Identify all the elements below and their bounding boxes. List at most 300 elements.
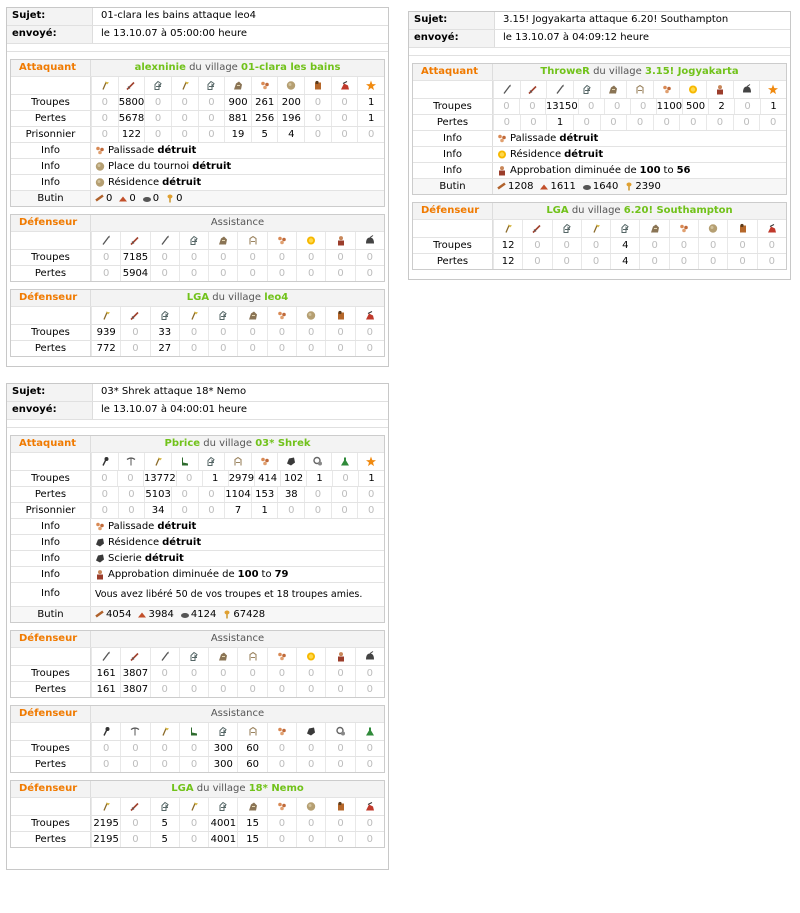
chief-icon	[95, 569, 105, 580]
sword-icon	[130, 801, 140, 812]
count-cell: 0	[520, 115, 547, 130]
rock-icon	[95, 537, 105, 548]
count-cell: 414	[254, 471, 280, 486]
count-cell: 0	[325, 757, 354, 772]
count-cell: 1	[251, 503, 278, 518]
village-link[interactable]: 03* Shrek	[255, 438, 311, 449]
assistance-table	[10, 705, 385, 773]
star-icon	[768, 84, 778, 95]
unit-icon-cell	[120, 648, 149, 665]
palisade-icon	[497, 133, 507, 144]
assistance-table	[10, 630, 385, 698]
light-cav-icon	[218, 726, 228, 737]
count-cell: 0	[179, 325, 208, 340]
count-cell: 5	[150, 816, 179, 831]
unit-icon-cell	[493, 220, 522, 237]
count-cell: 0	[179, 666, 208, 681]
palisade-icon	[277, 235, 287, 246]
sent-value: le 13.10.07 à 05:00:00 heure	[101, 28, 248, 39]
count-cell: 0	[552, 254, 581, 269]
stone-icon	[286, 80, 296, 91]
resource-amount: 4124	[180, 607, 216, 622]
count-cell: 153	[251, 487, 278, 502]
count-cell: 0	[573, 115, 600, 130]
unit-icon-cell	[522, 220, 551, 237]
role-label: Défenseur	[11, 781, 91, 797]
count-cell: 5904	[120, 266, 149, 281]
unit-icon-cell	[224, 77, 251, 94]
unit-icon-cell	[208, 307, 237, 324]
count-cell: 38	[277, 487, 304, 502]
heavy-cav-icon	[650, 223, 660, 234]
unit-icon-cell	[171, 453, 198, 470]
count-cell: 0	[706, 115, 733, 130]
scout-icon	[153, 80, 163, 91]
wood-icon	[95, 193, 105, 204]
heavy-cav-icon	[248, 310, 258, 321]
resource-amount: 3984	[137, 607, 173, 622]
count-cell: 1	[357, 95, 384, 110]
unit-icons-row	[11, 722, 384, 740]
count-cell: 0	[267, 682, 296, 697]
sword-icon	[130, 235, 140, 246]
unit-icon-cell	[546, 81, 573, 98]
unit-icon-cell	[296, 307, 325, 324]
count-cell: 4	[610, 254, 639, 269]
village-link[interactable]: 18* Nemo	[248, 783, 304, 794]
count-cell: 0	[331, 95, 358, 110]
count-cell: 4001	[208, 816, 237, 831]
count-cell: 772	[91, 341, 120, 356]
unit-icon-cell	[573, 81, 600, 98]
booty-row	[11, 190, 384, 206]
count-cell: 0	[120, 832, 149, 847]
pick-icon	[126, 456, 136, 467]
info-row	[413, 162, 786, 178]
palisade-icon	[277, 651, 287, 662]
count-cell: 0	[727, 254, 756, 269]
count-cell: 3807	[120, 666, 149, 681]
village-link[interactable]: leo4	[264, 292, 289, 303]
count-cell: 1	[357, 111, 384, 126]
count-cell: 0	[304, 111, 331, 126]
scout-icon	[189, 651, 199, 662]
unit-icon-cell	[179, 723, 208, 740]
crop-icon	[222, 609, 232, 620]
count-cell: 0	[120, 325, 149, 340]
count-cell: 0	[522, 238, 551, 253]
losses-label: Pertes	[11, 832, 91, 847]
count-cell: 0	[304, 487, 331, 502]
unit-icon-cell	[331, 77, 358, 94]
unit-icon-cell	[179, 798, 208, 815]
club-icon	[101, 726, 111, 737]
count-cell: 15	[237, 816, 266, 831]
role-label: Défenseur	[11, 631, 91, 647]
subject-row	[7, 8, 388, 26]
boot-icon	[180, 456, 190, 467]
sword-icon	[130, 651, 140, 662]
count-cell: 0	[91, 741, 120, 756]
booty-row	[11, 606, 384, 622]
player-link[interactable]: LGA	[171, 783, 194, 794]
ram-icon	[233, 456, 243, 467]
unit-icon-cell	[355, 723, 384, 740]
count-cell: 0	[267, 832, 296, 847]
count-cell: 0	[91, 127, 118, 142]
unit-icon-cell	[237, 723, 266, 740]
subject-value[interactable]: 03* Shrek attaque 18* Nemo	[101, 386, 247, 397]
count-cell: 4001	[208, 832, 237, 847]
troops-label: Troupes	[413, 238, 493, 253]
approval-to: 79	[274, 569, 289, 580]
count-cell: 0	[91, 266, 120, 281]
count-cell: 1100	[656, 101, 683, 112]
count-cell: 0	[296, 325, 325, 340]
info-label: Info	[11, 535, 91, 550]
stone-icon	[306, 310, 316, 321]
count-cell: 0	[179, 682, 208, 697]
player-link[interactable]: alexninie	[134, 62, 186, 73]
unit-icon-cell	[355, 307, 384, 324]
unit-icon-cell	[277, 453, 304, 470]
resource-amount: 67428	[222, 607, 265, 622]
to-text: to	[663, 165, 674, 176]
sent-value: le 13.10.07 à 04:09:12 heure	[503, 32, 650, 43]
count-cell: 0	[493, 99, 519, 114]
count-cell: 0	[296, 266, 325, 281]
count-cell: 7185	[120, 250, 149, 265]
info-text: Approbation diminuée de	[510, 165, 637, 176]
losses-row	[11, 486, 384, 502]
sword-icon	[130, 310, 140, 321]
count-cell: 0	[171, 111, 198, 126]
count-cell: 0	[357, 503, 384, 518]
count-cell: 0	[669, 238, 698, 253]
unit-icon-cell	[150, 648, 179, 665]
count-cell: 0	[237, 325, 266, 340]
subject-value[interactable]: 01-clara les bains attaque leo4	[101, 10, 256, 21]
gear-icon	[336, 726, 346, 737]
count-cell: 0	[120, 757, 149, 772]
star-icon	[366, 456, 376, 467]
defender-table	[10, 289, 385, 357]
unit-icon-cell	[355, 798, 384, 815]
info-row	[11, 534, 384, 550]
count-cell: 0	[296, 682, 325, 697]
count-cell: 0	[267, 741, 296, 756]
losses-row	[11, 681, 384, 697]
crop-icon	[624, 181, 634, 192]
unit-icon-cell	[91, 232, 120, 249]
info-row	[11, 142, 384, 158]
iron-icon	[180, 609, 190, 620]
unit-icons-row	[11, 647, 384, 665]
troops-label: Troupes	[11, 325, 91, 340]
count-cell: 0	[267, 666, 296, 681]
info-row	[11, 158, 384, 174]
resource-amount: 2390	[624, 179, 660, 194]
count-cell: 0	[626, 115, 653, 130]
unit-title	[493, 64, 786, 80]
unit-icon-cell	[91, 307, 120, 324]
count-cell: 0	[604, 99, 630, 114]
ram-icon	[635, 84, 645, 95]
resource-amount: 1640	[582, 179, 618, 194]
subject-row	[409, 12, 790, 30]
unit-icons-row	[11, 76, 384, 94]
senator-icon	[336, 801, 346, 812]
player-link[interactable]: LGA	[186, 292, 210, 303]
booty-label: Butin	[11, 607, 91, 622]
assistance-table	[10, 214, 385, 282]
unit-icon-cell	[552, 220, 581, 237]
sun-icon	[306, 651, 316, 662]
count-cell: 0	[653, 115, 680, 130]
unit-icon-cell	[251, 453, 278, 470]
info-text: Palissade	[108, 145, 155, 156]
village-link[interactable]: 6.20! Southampton	[623, 205, 733, 216]
booty-label: Butin	[11, 191, 91, 206]
unit-icon-cell	[150, 232, 179, 249]
info-row	[413, 130, 786, 146]
of-village-text: du village	[196, 783, 246, 794]
count-cell: 0	[267, 341, 296, 356]
resource-amount: 1208	[497, 179, 533, 194]
report-2	[408, 11, 791, 280]
info-row	[11, 518, 384, 534]
unit-icon-cell	[267, 798, 296, 815]
count-cell: 0	[522, 254, 551, 269]
count-cell: 0	[296, 250, 325, 265]
unit-icon-cell	[118, 77, 145, 94]
unit-icon-cell	[581, 220, 610, 237]
unit-icon-cell	[150, 798, 179, 815]
resource-amount: 1611	[539, 179, 575, 194]
count-cell: 0	[179, 250, 208, 265]
count-cell: 0	[237, 666, 266, 681]
prisoner-row	[11, 502, 384, 518]
player-link[interactable]: Pbrice	[164, 438, 201, 449]
troops-label: Troupes	[11, 95, 91, 110]
palisade-icon	[95, 145, 105, 156]
count-cell: 1	[306, 471, 332, 486]
chief-icon	[497, 165, 507, 176]
losses-label: Pertes	[413, 254, 493, 269]
defender-table	[10, 780, 385, 848]
count-cell: 0	[267, 325, 296, 340]
troops-row	[11, 740, 384, 756]
count-cell: 0	[179, 341, 208, 356]
count-cell: 0	[493, 115, 520, 130]
role-label: Défenseur	[11, 215, 91, 231]
of-village-text: du village	[212, 292, 262, 303]
count-cell: 300	[208, 741, 237, 756]
unit-icons-row	[11, 452, 384, 470]
count-cell: 0	[176, 471, 202, 486]
count-cell: 0	[91, 487, 118, 502]
sent-row	[7, 402, 388, 420]
unit-icon-cell	[610, 220, 639, 237]
unit-icon-cell	[171, 77, 198, 94]
count-cell: 0	[117, 471, 143, 486]
count-cell: 60	[237, 757, 266, 772]
unit-icon-cell	[706, 81, 733, 98]
count-cell: 0	[355, 325, 384, 340]
info-text: Résidence	[510, 149, 562, 160]
unit-icon-cell	[91, 798, 120, 815]
count-cell: 0	[357, 127, 384, 142]
palisade-icon	[260, 456, 270, 467]
unit-icon-cell	[727, 220, 756, 237]
troops-label: Troupes	[11, 816, 91, 831]
rock-icon	[95, 553, 105, 564]
count-cell: 0	[734, 99, 760, 114]
count-cell: 0	[355, 250, 384, 265]
count-cell: 12	[493, 238, 522, 253]
village-link[interactable]: 01-clara les bains	[241, 62, 341, 73]
clay-icon	[118, 193, 128, 204]
troops-label: Troupes	[11, 666, 91, 681]
star-icon	[366, 80, 376, 91]
info-text: Place du tournoi	[108, 161, 190, 172]
player-link[interactable]: ThroweR	[540, 66, 590, 77]
count-cell: 0	[267, 250, 296, 265]
count-cell: 15	[237, 832, 266, 847]
count-cell: 300	[208, 757, 237, 772]
count-cell: 500	[682, 99, 708, 114]
booty-row	[413, 178, 786, 194]
player-link[interactable]: LGA	[546, 205, 569, 216]
sent-label: envoyé:	[7, 26, 93, 43]
assistance-title: Assistance	[91, 706, 384, 722]
count-cell: 900	[224, 95, 251, 110]
count-cell: 939	[91, 325, 120, 340]
title-row	[11, 781, 384, 797]
count-cell: 0	[355, 832, 384, 847]
info-row	[11, 550, 384, 566]
unit-icon-cell	[698, 220, 727, 237]
flask-icon	[340, 456, 350, 467]
senator-icon	[336, 310, 346, 321]
unit-icon-cell	[669, 220, 698, 237]
info-status: détruit	[564, 149, 604, 160]
count-cell: 0	[355, 666, 384, 681]
count-cell: 2195	[91, 832, 120, 847]
info-status: détruit	[157, 521, 197, 532]
count-cell: 0	[600, 115, 627, 130]
info-text: Approbation diminuée de	[108, 569, 235, 580]
count-cell: 881	[224, 111, 251, 126]
count-cell: 0	[639, 238, 668, 253]
count-cell: 0	[639, 254, 668, 269]
palisade-icon	[662, 84, 672, 95]
unit-icon-cell	[224, 453, 251, 470]
count-cell: 256	[251, 111, 278, 126]
unit-icon-cell	[267, 232, 296, 249]
flask-icon	[365, 726, 375, 737]
info-row	[11, 582, 384, 606]
count-cell: 1	[760, 99, 786, 114]
unit-icon-cell	[639, 220, 668, 237]
count-cell: 5678	[118, 113, 145, 124]
troops-row	[413, 237, 786, 253]
role-label: Défenseur	[11, 290, 91, 306]
count-cell: 0	[118, 487, 145, 502]
unit-icon-cell	[237, 232, 266, 249]
unit-icon-cell	[120, 307, 149, 324]
subject-value[interactable]: 3.15! Jogyakarta attaque 6.20! Southampton	[503, 14, 729, 25]
info-status: détruit	[144, 553, 184, 564]
count-cell: 0	[150, 250, 179, 265]
count-cell: 0	[91, 111, 118, 126]
scout-icon	[189, 235, 199, 246]
count-cell: 0	[150, 757, 179, 772]
count-cell: 0	[150, 741, 179, 756]
gear-icon	[313, 456, 323, 467]
unit-icon-cell	[267, 648, 296, 665]
count-cell: 0	[304, 95, 331, 110]
info-label: Info	[11, 567, 91, 582]
count-cell: 5103	[145, 489, 171, 500]
palisade-icon	[277, 726, 287, 737]
losses-label: Pertes	[11, 341, 91, 356]
unit-icon-cell	[296, 798, 325, 815]
title-row	[413, 64, 786, 80]
of-village-text: du village	[203, 438, 252, 449]
subject-label: Sujet:	[7, 384, 93, 401]
troops-row	[11, 470, 384, 486]
heavy-cav-icon	[218, 235, 228, 246]
iron-icon	[582, 181, 592, 192]
approval-from: 100	[639, 165, 661, 176]
village-link[interactable]: 3.15! Jogyakarta	[645, 66, 739, 77]
count-cell: 0	[357, 487, 384, 502]
troops-row	[413, 98, 786, 114]
losses-label: Pertes	[11, 111, 91, 126]
count-cell: 3807	[120, 682, 149, 697]
senator-icon	[313, 80, 323, 91]
count-cell: 0	[237, 682, 266, 697]
info-status: détruit	[162, 177, 202, 188]
assistance-title: Assistance	[91, 631, 384, 647]
unit-icons-row	[11, 797, 384, 815]
losses-row	[11, 110, 384, 126]
unit-icon-cell	[91, 723, 120, 740]
count-cell: 0	[144, 95, 171, 110]
unit-icon-cell	[120, 798, 149, 815]
count-cell: 0	[91, 757, 120, 772]
info-status: détruit	[559, 133, 599, 144]
unit-icon-cell	[626, 81, 653, 98]
unit-icon-cell	[267, 307, 296, 324]
chief-icon	[336, 235, 346, 246]
count-cell: 0	[552, 238, 581, 253]
subject-row	[7, 384, 388, 402]
unit-icon-cell	[144, 77, 171, 94]
stone-icon	[306, 801, 316, 812]
count-cell: 102	[280, 471, 306, 486]
residence-icon	[497, 149, 507, 160]
troops-label: Troupes	[11, 471, 91, 486]
axe-icon	[101, 801, 111, 812]
role-label: Attaquant	[413, 64, 493, 80]
count-cell: 0	[179, 757, 208, 772]
count-cell: 0	[198, 503, 225, 518]
count-cell: 0	[519, 99, 545, 114]
count-cell: 2	[708, 99, 734, 114]
light-cav-icon	[206, 456, 216, 467]
